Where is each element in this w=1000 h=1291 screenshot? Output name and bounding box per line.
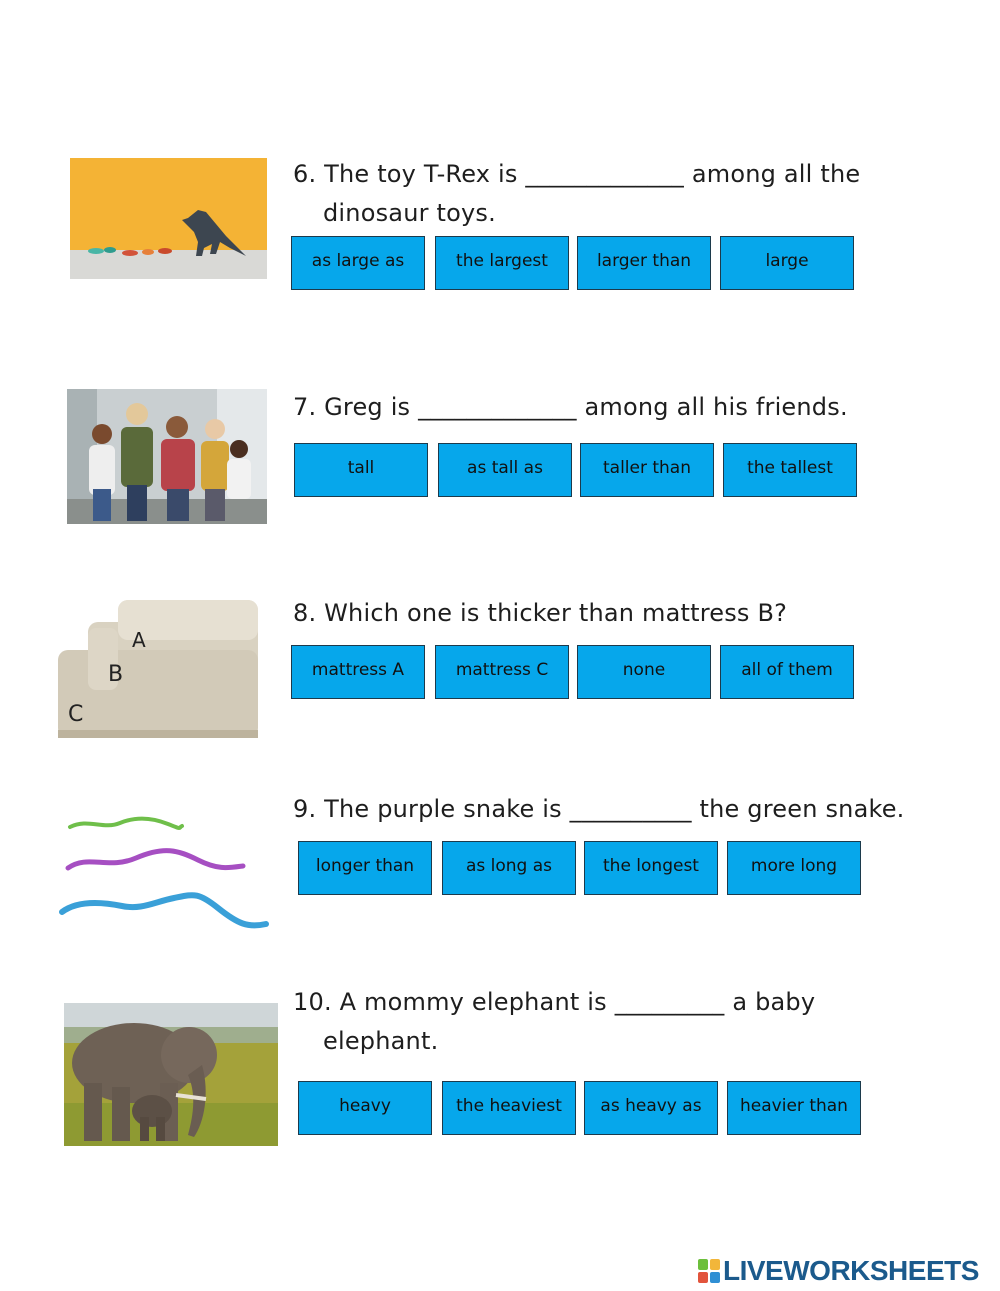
question-8-text: [293, 594, 787, 633]
question-9-line1: 9. The purple snake is __________ the green snake.: [293, 795, 905, 823]
q7-option-tall[interactable]: tall: [294, 443, 428, 497]
q6-option-larger-than[interactable]: larger than: [577, 236, 711, 290]
mattress-label-b: B: [108, 662, 124, 687]
question-7-line1: 7. Greg is _____________ among all his friends.: [293, 393, 848, 421]
question-10-line1: 10. A mommy elephant is _________ a baby: [293, 988, 816, 1016]
question-8-line1: 8. Which one is thicker than mattress B?: [293, 599, 788, 627]
question-7-text: [293, 388, 848, 427]
q9-option-the-longest[interactable]: the longest: [584, 841, 718, 895]
q7-option-taller-than[interactable]: taller than: [580, 443, 714, 497]
q7-option-the-tallest[interactable]: the tallest: [723, 443, 857, 497]
liveworksheets-logo-icon: [698, 1259, 720, 1283]
question-6-line2: dinosaur toys.: [323, 199, 496, 227]
q9-option-as-long-as[interactable]: as long as: [442, 841, 576, 895]
q8-option-mattress-a[interactable]: mattress A: [291, 645, 425, 699]
q7-option-as-tall-as[interactable]: as tall as: [438, 443, 572, 497]
q8-option-none[interactable]: none: [577, 645, 711, 699]
q10-option-heavy[interactable]: heavy: [298, 1081, 432, 1135]
q10-option-the-heaviest[interactable]: the heaviest: [442, 1081, 576, 1135]
mattress-label-a: A: [132, 628, 146, 652]
mattress-label-c: C: [68, 702, 84, 727]
dinosaur-toys-image: [70, 158, 267, 279]
q9-option-more-long[interactable]: more long: [727, 841, 861, 895]
stacked-mattresses-image: [56, 598, 258, 738]
group-of-friends-image: [67, 389, 267, 524]
question-10-text: [293, 983, 815, 1061]
liveworksheets-logo: [698, 1256, 979, 1286]
question-9-text: [293, 790, 905, 829]
question-6-text: [293, 155, 860, 233]
snakes-image: [58, 810, 270, 935]
liveworksheets-logo-text: LIVEWORKSHEETS: [723, 1255, 979, 1286]
q10-option-as-heavy-as[interactable]: as heavy as: [584, 1081, 718, 1135]
elephants-image: [64, 1003, 278, 1146]
q6-option-as-large-as[interactable]: as large as: [291, 236, 425, 290]
q10-option-heavier-than[interactable]: heavier than: [727, 1081, 861, 1135]
q9-option-longer-than[interactable]: longer than: [298, 841, 432, 895]
q6-option-the-largest[interactable]: the largest: [435, 236, 569, 290]
q6-option-large[interactable]: large: [720, 236, 854, 290]
q8-option-mattress-c[interactable]: mattress C: [435, 645, 569, 699]
q8-option-all-of-them[interactable]: all of them: [720, 645, 854, 699]
question-10-line2: elephant.: [323, 1027, 439, 1055]
question-6-line1: 6. The toy T-Rex is _____________ among all the: [293, 160, 861, 188]
